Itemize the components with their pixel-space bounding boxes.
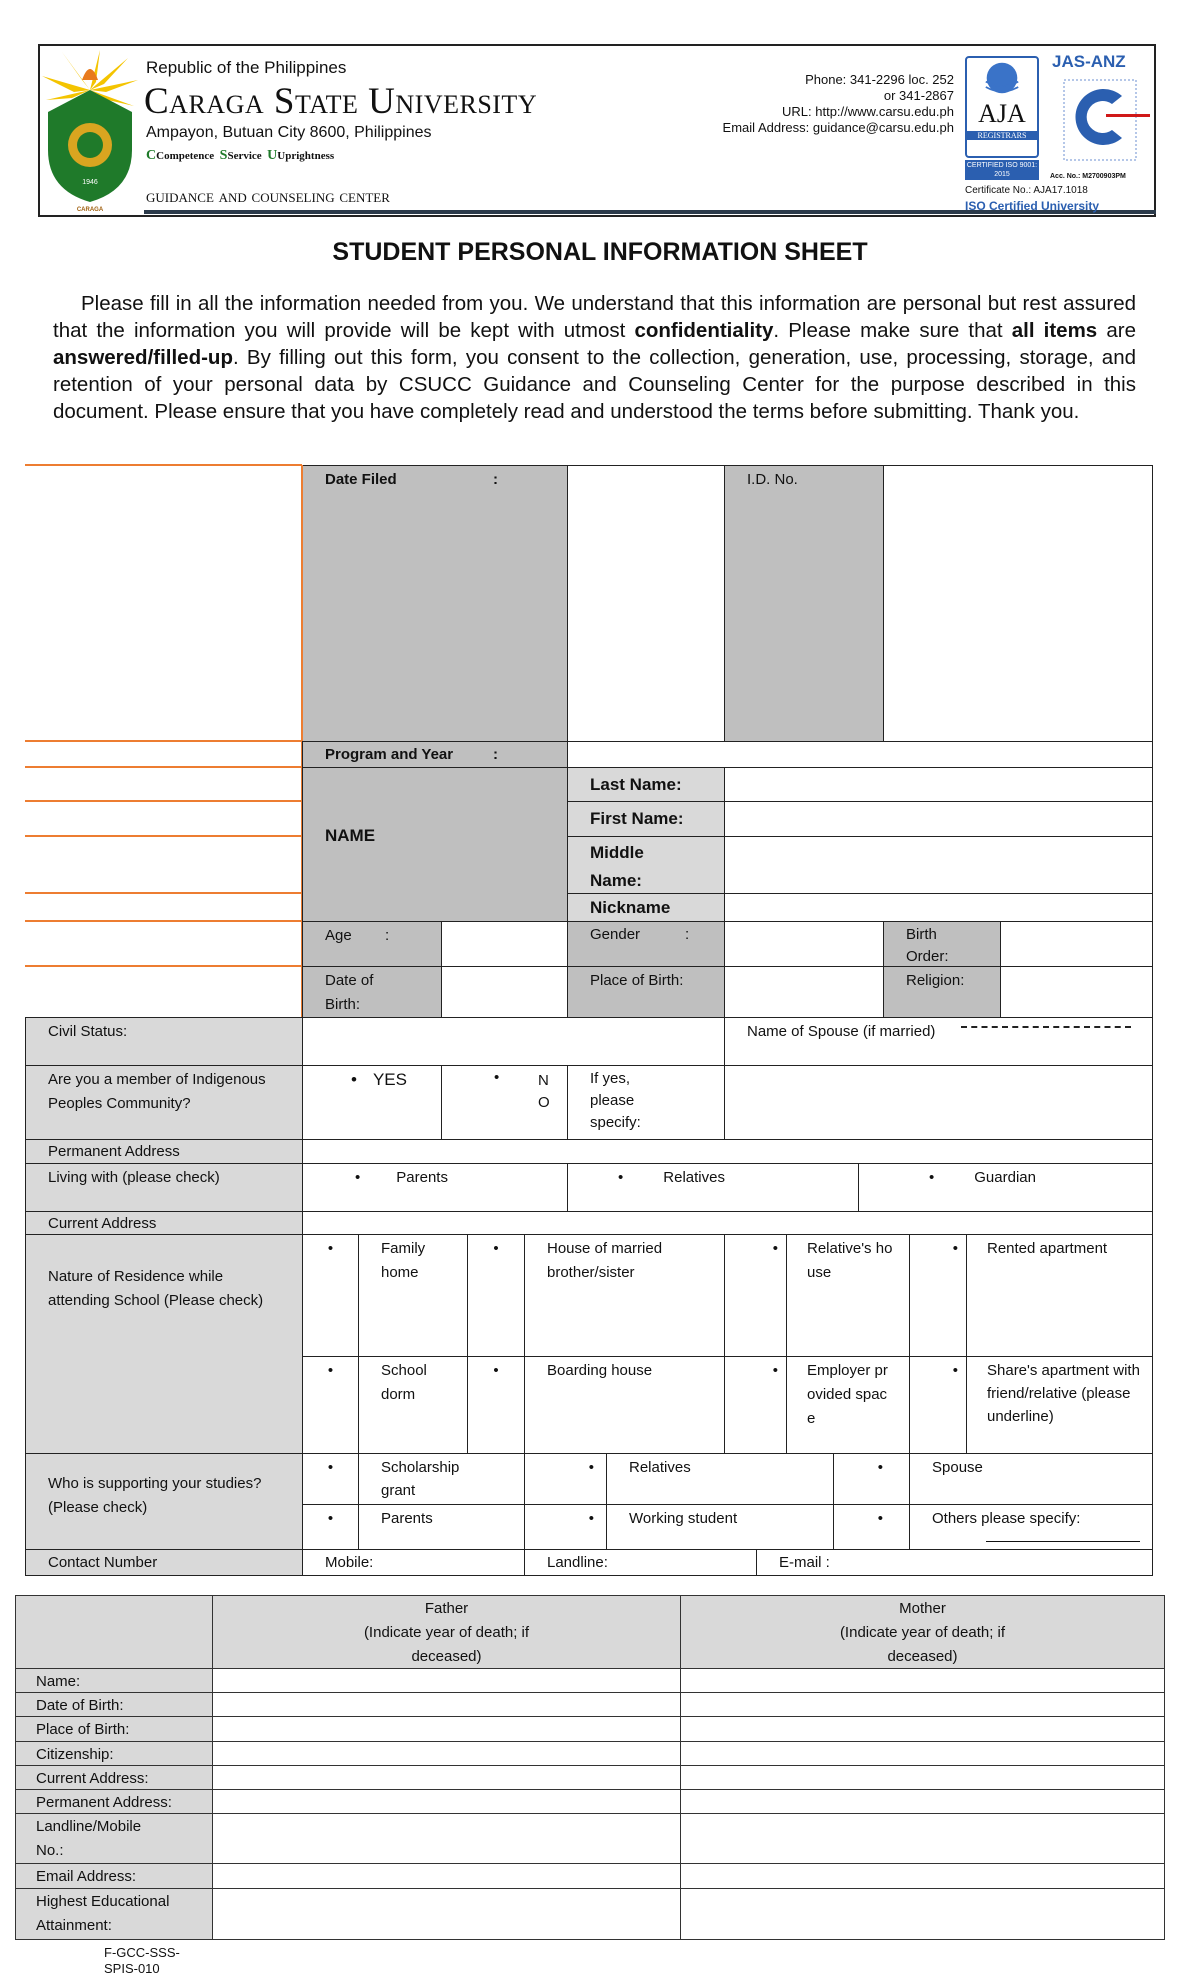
- website: URL: http://www.carsu.edu.ph: [782, 104, 954, 119]
- birth-order-label: Birth Order:: [883, 921, 1001, 967]
- date-of-birth-field[interactable]: [441, 966, 568, 1018]
- phone: Phone: 341-2296 loc. 252: [805, 72, 954, 87]
- certificate-no: Certificate No.: AJA17.1018: [965, 185, 1088, 196]
- mother-field[interactable]: [680, 1813, 1165, 1864]
- mother-field[interactable]: [680, 1741, 1165, 1766]
- father-field[interactable]: [212, 1741, 681, 1766]
- place-of-birth-label: Place of Birth:: [567, 966, 725, 1018]
- first-name-field[interactable]: [724, 801, 1153, 837]
- last-name-field[interactable]: [724, 767, 1153, 802]
- support-bullet[interactable]: •: [302, 1504, 359, 1550]
- father-header: Father (Indicate year of death; if deceased): [212, 1595, 681, 1669]
- residence-bullet[interactable]: •: [909, 1356, 967, 1454]
- civil-status-label: Civil Status:: [25, 1017, 303, 1066]
- jas-anz-logo: [1054, 76, 1150, 166]
- id-no-field[interactable]: [883, 465, 1153, 742]
- supporting-label: Who is supporting your studies? (Please check): [25, 1453, 303, 1550]
- support-option-relatives: Relatives: [606, 1453, 834, 1505]
- email: Email Address: guidance@carsu.edu.ph: [722, 120, 954, 135]
- residence-bullet[interactable]: •: [467, 1234, 525, 1357]
- university-address: Ampayon, Butuan City 8600, Philippines: [146, 124, 432, 141]
- accreditation-no: Acc. No.: M2700903PM: [1050, 173, 1126, 180]
- center-name: guidance and counseling center: [146, 186, 390, 207]
- support-option-others[interactable]: Others please specify:: [909, 1504, 1153, 1550]
- program-year-label: Program and Year :: [302, 741, 568, 768]
- iso-badge: CERTIFIED ISO 9001: 2015: [966, 162, 1038, 178]
- if-yes-label: If yes, please specify:: [567, 1065, 725, 1140]
- orange-rule: [25, 766, 302, 768]
- residence-bullet[interactable]: •: [302, 1356, 359, 1454]
- orange-rule: [25, 920, 302, 922]
- id-no-label: I.D. No.: [724, 465, 884, 742]
- globe-icon: [980, 60, 1024, 96]
- support-option-working-student: Working student: [606, 1504, 834, 1550]
- email-field[interactable]: E-mail :: [756, 1549, 1153, 1576]
- orange-rule: [25, 800, 302, 802]
- living-option-relatives[interactable]: • Relatives: [567, 1163, 859, 1212]
- birth-order-field[interactable]: [1000, 921, 1153, 967]
- father-field[interactable]: [212, 1668, 681, 1693]
- parent-row-label: Permanent Address:: [15, 1789, 213, 1814]
- orange-rule: [25, 835, 302, 837]
- religion-field[interactable]: [1000, 966, 1153, 1018]
- residence-label: Nature of Residence while attending School (Please check): [25, 1234, 303, 1454]
- father-field[interactable]: [212, 1863, 681, 1889]
- parents-header-blank: [15, 1595, 213, 1669]
- gender-label: Gender :: [567, 921, 725, 967]
- orange-rule: [25, 464, 302, 466]
- support-bullet[interactable]: •: [302, 1453, 359, 1505]
- living-option-parents[interactable]: • Parents: [302, 1163, 568, 1212]
- father-field[interactable]: [212, 1765, 681, 1790]
- current-address-label: Current Address: [25, 1211, 303, 1235]
- date-filed-label: Date Filed :: [302, 465, 568, 742]
- father-field[interactable]: [212, 1789, 681, 1814]
- orange-rule: [25, 892, 302, 894]
- permanent-address-field[interactable]: [302, 1139, 1153, 1164]
- parent-row-label: Current Address:: [15, 1765, 213, 1790]
- phone-alt: or 341-2867: [883, 88, 954, 103]
- mother-header: Mother (Indicate year of death; if deceased): [680, 1595, 1165, 1669]
- residence-option-employer-space: Employer provided space: [786, 1356, 910, 1454]
- residence-option-school-dorm: School dorm: [358, 1356, 468, 1454]
- parent-row-label: Highest Educational Attainment:: [15, 1888, 213, 1940]
- program-year-field[interactable]: [567, 741, 1153, 768]
- father-field[interactable]: [212, 1716, 681, 1742]
- nickname-field[interactable]: [724, 893, 1153, 922]
- father-field[interactable]: [212, 1813, 681, 1864]
- parent-row-label: Email Address:: [15, 1863, 213, 1889]
- letterhead: [38, 44, 1156, 217]
- nickname-label: Nickname: [567, 893, 725, 922]
- last-name-label: Last Name:: [567, 767, 725, 802]
- religion-label: Religion:: [883, 966, 1001, 1018]
- landline-field[interactable]: Landline:: [524, 1549, 757, 1576]
- residence-bullet[interactable]: •: [724, 1234, 787, 1357]
- motto: CCompetence SService UUprightness: [146, 148, 335, 163]
- orange-rule: [25, 740, 302, 742]
- parent-row-label: Landline/Mobile No.:: [15, 1813, 213, 1864]
- university-seal-logo: [42, 50, 138, 214]
- residence-bullet[interactable]: •: [724, 1356, 787, 1454]
- first-name-label: First Name:: [567, 801, 725, 837]
- father-field[interactable]: [212, 1888, 681, 1940]
- residence-option-family-home: Family home: [358, 1234, 468, 1357]
- middle-name-field[interactable]: [724, 836, 1153, 894]
- parent-row-label: Date of Birth:: [15, 1692, 213, 1717]
- civil-status-field[interactable]: [302, 1017, 725, 1066]
- middle-name-label: Middle Name:: [567, 836, 725, 894]
- place-of-birth-field[interactable]: [724, 966, 884, 1018]
- mother-field[interactable]: [680, 1692, 1165, 1717]
- contact-info: [723, 72, 954, 136]
- seal-year: 1946: [82, 179, 98, 186]
- orange-rule: [25, 965, 302, 967]
- mother-field[interactable]: [680, 1863, 1165, 1889]
- gender-field[interactable]: [724, 921, 884, 967]
- indigenous-question-label: Are you a member of Indigenous Peoples Community?: [25, 1065, 303, 1140]
- father-field[interactable]: [212, 1692, 681, 1717]
- support-bullet[interactable]: •: [524, 1453, 607, 1505]
- no-option[interactable]: • NO: [441, 1065, 568, 1140]
- republic-text: Republic of the Philippines: [146, 58, 347, 77]
- support-option-parents: Parents: [358, 1504, 525, 1550]
- residence-option-relatives-house: Relative's house: [786, 1234, 910, 1357]
- jas-anz-label: JAS-ANZ: [1052, 52, 1126, 71]
- parent-row-label: Place of Birth:: [15, 1716, 213, 1742]
- residence-option-boarding-house: Boarding house: [524, 1356, 725, 1454]
- support-bullet[interactable]: •: [833, 1504, 910, 1550]
- mother-field[interactable]: [680, 1765, 1165, 1790]
- mother-field[interactable]: [680, 1668, 1165, 1693]
- residence-bullet[interactable]: •: [909, 1234, 967, 1357]
- date-filed-field[interactable]: [567, 465, 725, 742]
- contact-number-label: Contact Number: [25, 1549, 303, 1576]
- mother-field[interactable]: [680, 1888, 1165, 1940]
- residence-option-married-sibling: House of married brother/sister: [524, 1234, 725, 1357]
- form-code: F-GCC-SSS-SPIS-010: [104, 1945, 180, 1976]
- living-option-guardian[interactable]: • Guardian: [858, 1163, 1153, 1212]
- mother-field[interactable]: [680, 1789, 1165, 1814]
- living-with-label: Living with (please check): [25, 1163, 303, 1212]
- date-of-birth-label: Date of Birth:: [302, 966, 442, 1018]
- support-option-scholarship: Scholarship grant: [358, 1453, 525, 1505]
- mother-field[interactable]: [680, 1716, 1165, 1742]
- current-address-field[interactable]: [302, 1211, 1153, 1235]
- age-field[interactable]: [441, 921, 568, 967]
- mobile-field[interactable]: Mobile:: [302, 1549, 525, 1576]
- support-option-spouse: Spouse: [909, 1453, 1153, 1505]
- spouse-name-field[interactable]: Name of Spouse (if married): [724, 1017, 1153, 1066]
- iso-certified: ISO Certified University: [965, 199, 1100, 213]
- page-title: STUDENT PERSONAL INFORMATION SHEET: [332, 238, 868, 266]
- yes-option[interactable]: • YES: [302, 1065, 442, 1140]
- parent-row-label: Citizenship:: [15, 1741, 213, 1766]
- residence-option-rented-apartment: Rented apartment: [966, 1234, 1153, 1357]
- indigenous-specify-field[interactable]: [724, 1065, 1153, 1140]
- support-bullet[interactable]: •: [524, 1504, 607, 1550]
- support-bullet[interactable]: •: [833, 1453, 910, 1505]
- permanent-address-label: Permanent Address: [25, 1139, 303, 1164]
- age-label: Age :: [302, 921, 442, 967]
- residence-bullet[interactable]: •: [467, 1356, 525, 1454]
- intro-paragraph: Please fill in all the information needed from you. We understand that this information are personal but rest assured that the information you will provide will be kept with utmost confidentiality. Please make sure that all items are answered/filled-up. By filling out this form, you consent to the collection, generation, use, processing, storage, and retention of your personal data by CSUCC Guidance and Counseling Center for the purpose described in this document. Please ensure that you have completely read and understood the terms before submitting. Thank you.: [53, 292, 1136, 423]
- residence-option-shared-apartment: Share's apartment with friend/relative (please underline): [966, 1356, 1153, 1454]
- aja-logo: AJA REGISTRARS: [965, 56, 1039, 158]
- residence-bullet[interactable]: •: [302, 1234, 359, 1357]
- university-name: Caraga State University: [144, 81, 538, 122]
- svg-text:CARAGA: CARAGA: [76, 207, 104, 213]
- name-label: NAME: [302, 767, 568, 922]
- parent-row-label: Name:: [15, 1668, 213, 1693]
